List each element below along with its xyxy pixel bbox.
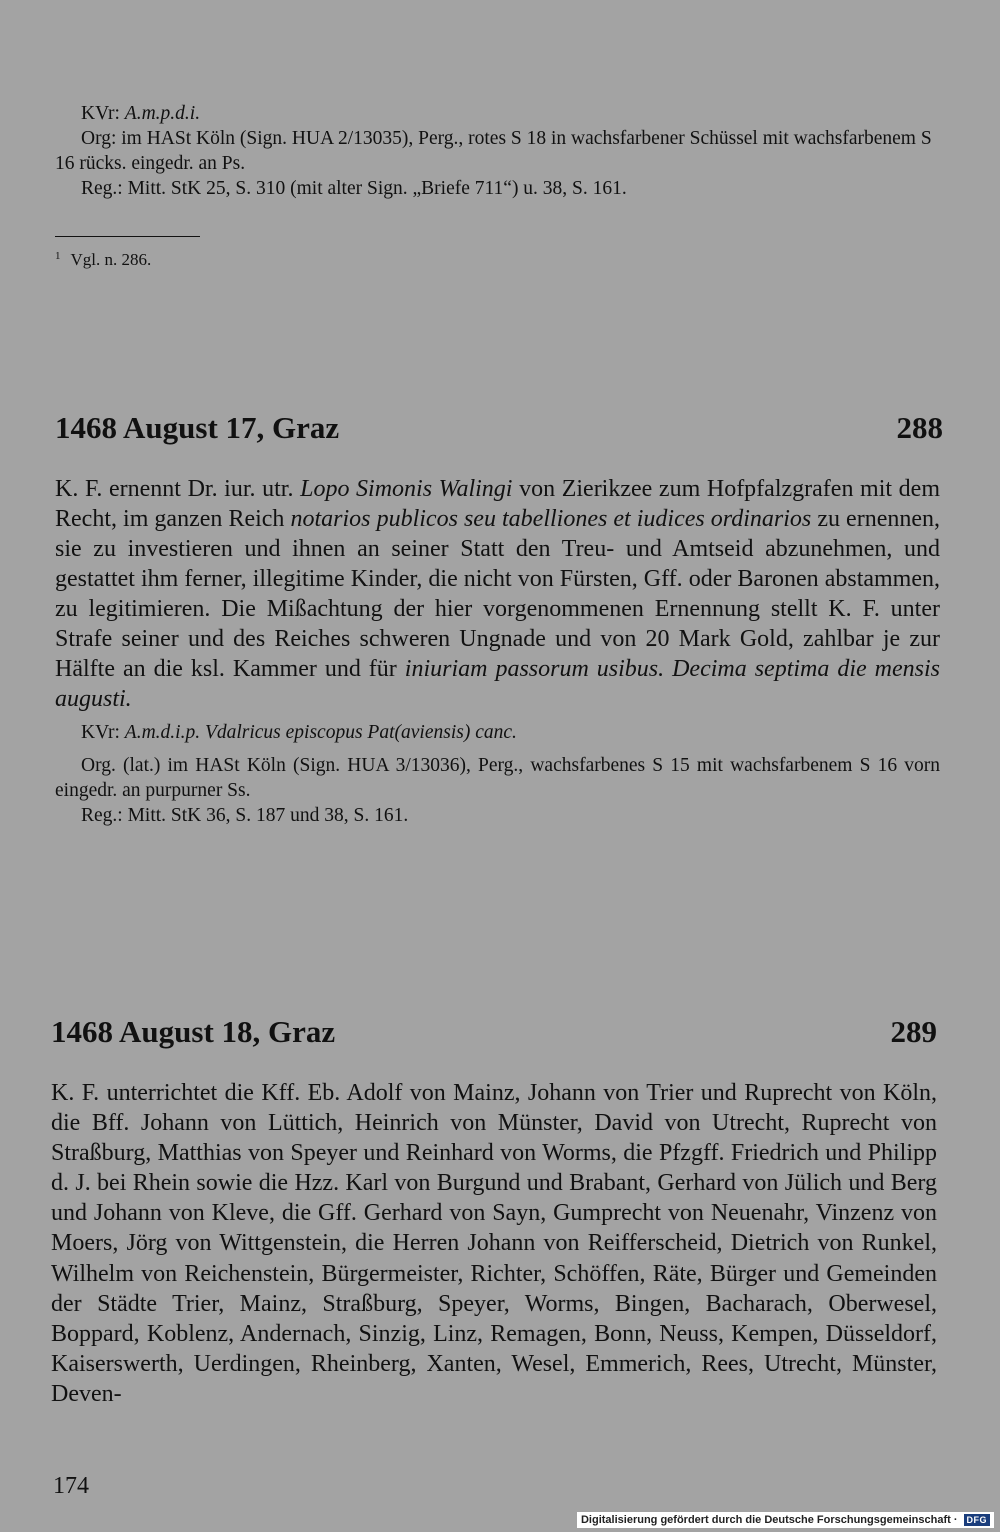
footnote-mark: 1 <box>55 250 61 262</box>
kvr-text: A.m.p.d.i. <box>124 103 201 124</box>
entry-288-regest <box>55 474 940 714</box>
previous-entry-apparatus <box>55 101 945 201</box>
org-line: Org: im HASt Köln (Sign. HUA 2/13035), Perg., rotes S 18 in wachsfarbener Schüssel mit wachsfarbenem S 16 rücks. eingedr. an Ps. <box>55 128 932 174</box>
regest-italic: iniuriam passorum usibus. Decima septima die mensis augusti. <box>55 656 940 712</box>
footnote <box>55 245 151 271</box>
entry-289-regest: K. F. unterrichtet die Kff. Eb. Adolf von Mainz, Johann von Trier und Ruprecht von Köln, die Bff. Johann von Lüttich, Heinrich von Münster, David von Utrecht, Ruprecht von Straßburg, Matthias von Speyer und Reinhard von Worms, die Pfzgff. Friedrich und Philipp d. J. bei Rhein sowie die Hzz. Karl von Burgund und Brabant, Gerhard von Jülich und Berg und Johann von Kleve, die Gff. Gerhard von Sayn, Gumprecht von Neuenahr, Vinzenz von Moers, Jörg von Wittgenstein, die Herren Johann von Reifferscheid, Dietrich von Runkel, Wilhelm von Reichenstein, Bürgermeister, Richter, Schöffen, Räte, Bürger und Gemeinden der Städte Trier, Mainz, Straßburg, Speyer, Worms, Bingen, Bacharach, Oberwesel, Boppard, Koblenz, Andernach, Sinzig, Linz, Remagen, Bonn, Neuss, Kempen, Düsseldorf, Kaiserswerth, Uerdingen, Rheinberg, Xanten, Wesel, Emmerich, Rees, Utrecht, Münster, Deven- <box>51 1080 937 1407</box>
entry-288-reg: Reg.: Mitt. StK 36, S. 187 und 38, S. 161. <box>81 805 409 826</box>
entry-289-number: 289 <box>890 1014 937 1049</box>
kvr-label: KVr: <box>81 103 120 124</box>
kvr-text: A.m.d.i.p. Vdalricus episcopus Pat(aviensis) canc. <box>124 722 517 743</box>
regest-text: K. F. ernennt Dr. iur. utr. <box>55 476 301 502</box>
footnote-rule <box>55 236 200 237</box>
entry-289-date-place: 1468 August 18, Graz <box>51 1014 336 1049</box>
reg-line: Reg.: Mitt. StK 25, S. 310 (mit alter Sign. „Briefe 711“) u. 38, S. 161. <box>81 178 627 199</box>
entry-288-heading <box>55 410 943 446</box>
footer-text: Digitalisierung gefördert durch die Deutsche Forschungsgemeinschaft · <box>580 1514 958 1526</box>
dfg-logo-icon: DFG <box>964 1514 991 1526</box>
kvr-line <box>55 101 945 126</box>
entry-288 <box>55 474 940 828</box>
entry-288-org: Org. (lat.) im HASt Köln (Sign. HUA 3/13036), Perg., wachsfarbenes S 15 mit wachsfarbenem S 16 vorn eingedr. an purpurner Ss. <box>55 755 940 801</box>
regest-italic: notarios publicos seu tabelliones et iudices ordinarios <box>290 506 812 532</box>
footnote-text: Vgl. n. 286. <box>70 250 152 269</box>
entry-288-date-place: 1468 August 17, Graz <box>55 410 340 445</box>
entry-289-heading <box>51 1014 937 1050</box>
entry-288-number: 288 <box>896 410 943 445</box>
regest-text: von Zierikzee zum Hofpfalzgrafen mit dem Recht, im ganzen Reich <box>55 476 940 532</box>
funding-footer <box>577 1512 994 1528</box>
entry-288-kvr <box>55 720 940 745</box>
page-number: 174 <box>53 1473 89 1499</box>
entry-289 <box>51 1078 937 1409</box>
regest-text: zu ernennen, sie zu investieren und ihnen an seiner Statt den Treu- und Amtseid abzunehmen, und gestattet ihm ferner, illegitime Kinder, die nicht von Fürsten, Gff. oder Baronen abstammen, zu legitimieren. Die Mißachtung der hier vorgenommenen Ernennung stellt K. F. unter Strafe seiner und des Reiches schweren Ungnade und von 20 Mark Gold, zahlbar je zur Hälfte an die ksl. Kammer und für <box>55 506 940 682</box>
regest-italic: Lopo Simonis Walingi <box>300 476 513 502</box>
kvr-label: KVr: <box>81 722 120 743</box>
